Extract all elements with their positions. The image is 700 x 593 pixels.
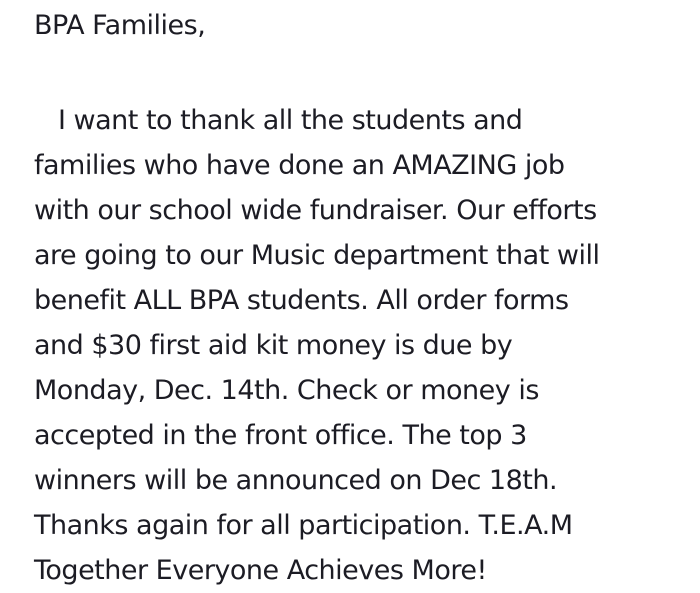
message-line: I want to thank all the students and xyxy=(58,105,523,136)
message-line: winners will be announced on Dec 18th. xyxy=(34,465,558,496)
message-line: accepted in the front office. The top 3 xyxy=(34,420,527,451)
announcement-message xyxy=(34,0,684,593)
message-line: Thanks again for all participation. T.E.A.M xyxy=(34,510,573,541)
message-line: families who have done an AMAZING job xyxy=(34,150,565,181)
greeting: BPA Families, xyxy=(34,10,206,41)
message-line: Together Everyone Achieves More! xyxy=(34,555,487,586)
message-line: Monday, Dec. 14th. Check or money is xyxy=(34,375,539,406)
message-line: benefit ALL BPA students. All order forms xyxy=(34,285,569,316)
message-body xyxy=(34,98,684,593)
message-line: are going to our Music department that will xyxy=(34,240,600,271)
message-line: with our school wide fundraiser. Our efforts xyxy=(34,195,597,226)
message-line: and $30 first aid kit money is due by xyxy=(34,330,513,361)
